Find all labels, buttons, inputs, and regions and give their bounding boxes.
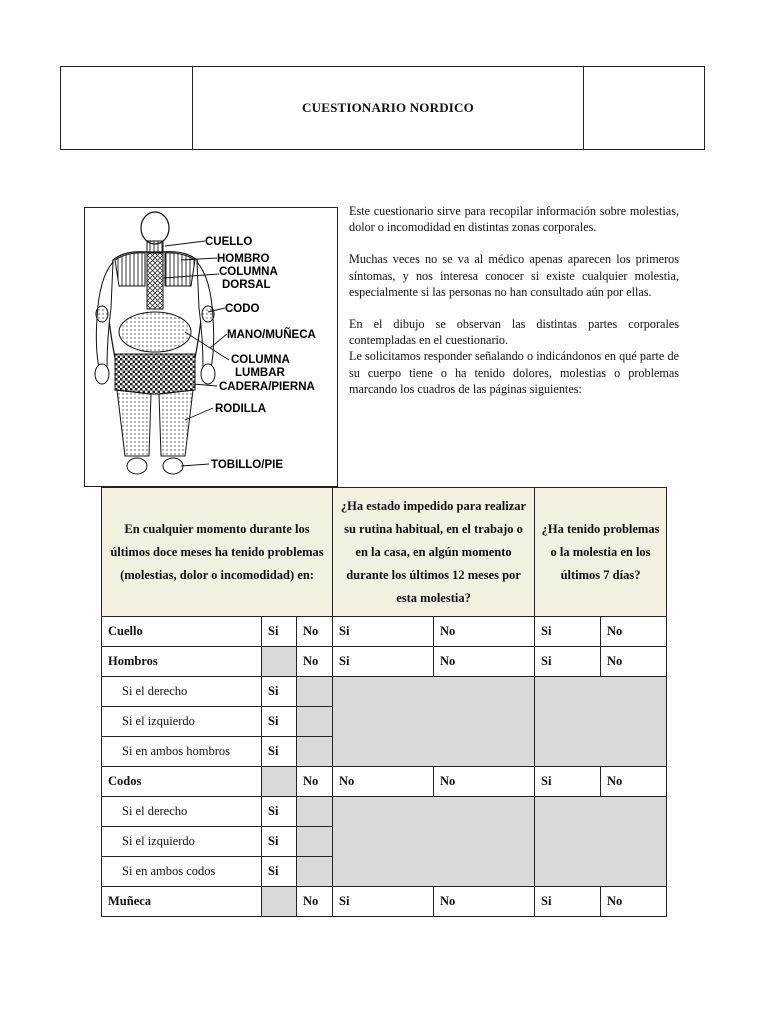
- cell-shaded: [297, 737, 333, 767]
- cell-no[interactable]: No: [434, 617, 535, 647]
- cell-no[interactable]: No: [601, 647, 667, 677]
- cell-shaded: [297, 797, 333, 827]
- table-row-muneca: [102, 887, 667, 917]
- cell-si[interactable]: Si: [262, 707, 297, 737]
- cell-si[interactable]: Si: [333, 647, 434, 677]
- cell-no[interactable]: No: [434, 887, 535, 917]
- cell-shaded-block: [535, 677, 667, 767]
- cell-si[interactable]: Si: [535, 617, 601, 647]
- row-label-cuello: Cuello: [102, 617, 262, 647]
- cell-shaded: [297, 707, 333, 737]
- table-row-hombros: [102, 647, 667, 677]
- label-columna-dorsal-2: DORSAL: [222, 279, 271, 291]
- header-left-cell: [61, 67, 193, 149]
- row-label-muneca: Muñeca: [102, 887, 262, 917]
- body-diagram: [84, 207, 338, 487]
- row-label-hombros: Hombros: [102, 647, 262, 677]
- cell-si[interactable]: Si: [262, 797, 297, 827]
- label-hombro: HOMBRO: [217, 253, 270, 265]
- label-columna-lumbar-1: COLUMNA: [231, 354, 290, 366]
- header-question-12-months: En cualquier momento durante los últimos doce meses ha tenido problemas (molestias, dolor o incomodidad) en:: [102, 488, 333, 617]
- cell-shaded-block: [535, 797, 667, 887]
- cell-no[interactable]: No: [601, 617, 667, 647]
- table-row-codos: [102, 767, 667, 797]
- cell-no[interactable]: No: [601, 767, 667, 797]
- row-label-codo-izquierdo: Si el izquierdo: [102, 827, 262, 857]
- cell-si[interactable]: Si: [333, 887, 434, 917]
- row-label-hombro-derecho: Si el derecho: [102, 677, 262, 707]
- cell-si[interactable]: Si: [535, 887, 601, 917]
- row-label-codo-ambos: Si en ambos codos: [102, 857, 262, 887]
- label-cadera-pierna: CADERA/PIERNA: [219, 381, 315, 393]
- cell-shaded-block: [333, 677, 535, 767]
- intro-paragraph-3b: Le solicitamos responder señalando o indicándonos en qué parte de su cuerpo tiene o ha tenido dolores, molestias o problemas marcando los cuadros de las páginas siguientes:: [349, 349, 679, 396]
- cell-shaded: [297, 677, 333, 707]
- cell-no[interactable]: No: [333, 767, 434, 797]
- header-box: [60, 66, 705, 150]
- cell-si[interactable]: Si: [262, 677, 297, 707]
- header-question-7-days: ¿Ha tenido problemas o la molestia en los últimos 7 días?: [535, 488, 667, 617]
- cell-shaded-block: [333, 797, 535, 887]
- intro-paragraph-1: Este cuestionario sirve para recopilar información sobre molestias, dolor o incomodidad en distintas zonas corporales.: [349, 204, 679, 235]
- cell-si[interactable]: Si: [535, 767, 601, 797]
- cell-no[interactable]: No: [434, 647, 535, 677]
- cell-shaded: [262, 767, 297, 797]
- intro-paragraph-2: Muchas veces no se va al médico apenas aparecen los primeros síntomas, y nos interesa conocer si existe cualquier molestia, especialmente si las personas no han consultado aún por ellas.: [349, 252, 679, 299]
- cell-si[interactable]: Si: [262, 737, 297, 767]
- cell-no[interactable]: No: [434, 767, 535, 797]
- row-label-codo-derecho: Si el derecho: [102, 797, 262, 827]
- cell-shaded: [262, 887, 297, 917]
- cell-si[interactable]: Si: [535, 647, 601, 677]
- cell-shaded: [297, 827, 333, 857]
- cell-shaded: [297, 857, 333, 887]
- row-label-codos: Codos: [102, 767, 262, 797]
- cell-no[interactable]: No: [297, 617, 333, 647]
- label-mano-muneca: MANO/MUÑECA: [227, 329, 316, 341]
- label-columna-dorsal-1: COLUMNA: [219, 266, 278, 278]
- intro-paragraph-3a: En el dibujo se observan las distintas partes corporales contempladas en el cuestionario.: [349, 317, 679, 348]
- label-columna-lumbar-2: LUMBAR: [235, 367, 285, 379]
- row-label-hombro-ambos: Si en ambos hombros: [102, 737, 262, 767]
- cell-si[interactable]: Si: [262, 857, 297, 887]
- label-cuello: CUELLO: [205, 236, 253, 248]
- cell-si[interactable]: Si: [262, 827, 297, 857]
- row-label-hombro-izquierdo: Si el izquierdo: [102, 707, 262, 737]
- cell-si[interactable]: Si: [333, 617, 434, 647]
- header-question-impeded: ¿Ha estado impedido para realizar su rutina habitual, en el trabajo o en la casa, en algún momento durante los últimos 12 meses por esta molestia?: [333, 488, 535, 617]
- table-row-hombro-derecho: [102, 677, 667, 707]
- document-title: CUESTIONARIO NORDICO: [193, 67, 584, 149]
- label-rodilla: RODILLA: [215, 403, 267, 415]
- table-row-cuello: [102, 617, 667, 647]
- label-tobillo-pie: TOBILLO/PIE: [211, 459, 283, 471]
- label-codo: CODO: [225, 303, 260, 315]
- cell-no[interactable]: No: [297, 887, 333, 917]
- header-right-cell: [584, 67, 704, 149]
- cell-si[interactable]: Si: [262, 617, 297, 647]
- cell-no[interactable]: No: [601, 887, 667, 917]
- cell-no[interactable]: No: [297, 647, 333, 677]
- table-row-codo-derecho: [102, 797, 667, 827]
- nordic-questionnaire-table: [101, 487, 667, 917]
- body-figure-illustration: [85, 208, 336, 485]
- intro-text: [349, 203, 679, 397]
- cell-shaded: [262, 647, 297, 677]
- cell-no[interactable]: No: [297, 767, 333, 797]
